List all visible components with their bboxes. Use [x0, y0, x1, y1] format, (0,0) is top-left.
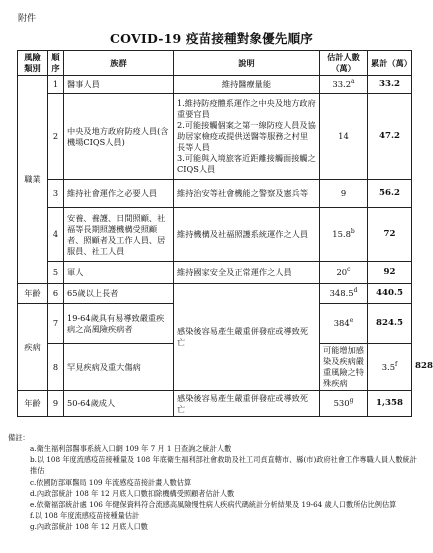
note-item: c.依國防部軍醫局 109 年流感疫苗接計畫人數估算 — [30, 477, 192, 487]
cumulative-cell: 1,358 — [368, 391, 412, 417]
note-item: a.衛生福利部醫事系統入口網 109 年 7 月 1 日查詢之統計人數 — [30, 444, 232, 454]
order-cell: 3 — [48, 180, 64, 208]
group-cell: 19-64歲具有易導致嚴重疾病之高風險疾病者 — [64, 304, 174, 344]
estimate-value: 15.8 — [332, 228, 351, 239]
group-cell: 維持社會運作之必要人員 — [64, 180, 174, 208]
footnote-marker: b — [350, 228, 355, 236]
footnote-marker: d — [353, 287, 358, 295]
annex-label: 附件 — [18, 14, 37, 24]
estimate-cell — [320, 391, 368, 417]
note-item: f.以 108 年度流感疫苗接種量估計 — [30, 511, 140, 521]
estimate-cell — [368, 344, 412, 391]
order-cell: 4 — [48, 208, 64, 262]
description-cell: 感染後容易產生嚴重併發症或導致死亡 — [174, 391, 320, 417]
note-item: b.以 108 年度流感疫苗接種量及 108 年底衛生福利部社會救助及社工司貞直轄市、縣(市)政府社會工作專職人員人數統計推估 — [30, 455, 417, 476]
cumulative-cell: 56.2 — [368, 180, 412, 208]
table-row — [18, 180, 412, 208]
header-order: 順序 — [48, 51, 64, 76]
note-item: e.依衛福部統計處 106 年健保資料符合流感高風險慢性病人疾病代碼統計分析結果及 19-64 歲人口數所佔比例估算 — [30, 499, 397, 509]
estimate-cell — [320, 208, 368, 262]
footnote-marker: c — [347, 266, 351, 274]
note-item: d.內政部統計 108 年 12 月底人口數扣除機構受照顧者估計人數 — [30, 488, 235, 498]
risk-category-cell: 職業 — [18, 76, 48, 284]
footnote-marker: a — [351, 78, 355, 86]
estimate-cell — [320, 304, 368, 344]
cumulative-cell: 92 — [368, 262, 412, 284]
group-cell: 罕見疾病及重大傷病 — [64, 344, 174, 391]
estimate-value: 348.5 — [329, 287, 354, 298]
cumulative-cell: 72 — [368, 208, 412, 262]
description-cell: 維持治安等社會機能之警察及憲兵等 — [174, 180, 320, 208]
table-header-row — [18, 51, 412, 76]
table-row — [18, 76, 412, 94]
estimate-value: 33.2 — [332, 78, 352, 89]
note-item: g.內政部統計 108 年 12 月底人口數 — [30, 522, 148, 532]
description-cell: 1.維持防疫體系運作之中央及地方政府重要官員 2.可能接觸個案之第一線防疫人員及協助居家檢疫或提供送醫等服務之村里長等人員 3.可能與入境旅客近距離接觸面接觸之CIQS人員 — [174, 94, 320, 180]
estimate-cell — [320, 262, 368, 284]
description-cell: 維持醫療量能 — [174, 76, 320, 94]
estimate-cell — [320, 76, 368, 94]
estimate-value: 384 — [333, 317, 350, 328]
estimate-value: 20 — [336, 266, 348, 277]
footnote-marker: g — [349, 397, 354, 405]
table-row — [18, 262, 412, 284]
priority-table — [17, 50, 433, 417]
table-row — [18, 284, 412, 304]
cumulative-cell: 47.2 — [368, 94, 412, 180]
estimate-cell: 9 — [320, 180, 368, 208]
group-cell: 中央及地方政府防疫人員(含機場CIQS人員) — [64, 94, 174, 180]
group-cell: 安養、養護、日間照顧、社福等長期照護機構受照顧者、照顧者及工作人員、居服員、社工人員 — [64, 208, 174, 262]
table-row — [18, 208, 412, 262]
order-cell: 8 — [48, 344, 64, 391]
header-estimate: 估計人數（萬） — [320, 51, 368, 76]
group-cell: 50-64歲成人 — [64, 391, 174, 417]
order-cell: 7 — [48, 304, 64, 344]
risk-category-cell: 疾病 — [18, 304, 48, 391]
footnote-marker: f — [395, 360, 398, 368]
cumulative-cell: 33.2 — [368, 76, 412, 94]
header-group: 族群 — [64, 51, 174, 76]
description-cell: 維持機構及社福照護系統運作之人員 — [174, 208, 320, 262]
notes-heading: 備註： — [8, 433, 30, 442]
document-title: COVID-19 疫苗接種對象優先順序 — [110, 31, 313, 46]
notes-section — [8, 432, 418, 532]
footnote-marker: e — [349, 317, 354, 325]
header-risk-category: 風險類別 — [18, 51, 48, 76]
table-row: 8 罕見疾病及重大傷病 可能增加感染及疾病嚴重風險之特殊疾病 3.5$^f$ 828 — [18, 344, 412, 391]
table-row — [18, 94, 412, 180]
order-cell: 2 — [48, 94, 64, 180]
estimate-value: 3.5 — [381, 361, 396, 372]
risk-category-cell: 年齡 — [18, 391, 48, 417]
group-cell: 軍人 — [64, 262, 174, 284]
header-description: 說明 — [174, 51, 320, 76]
cumulative-cell: 824.5 — [368, 304, 412, 344]
description-cell: 可能增加感染及疾病嚴重風險之特殊疾病 — [320, 344, 368, 391]
estimate-cell: 14 — [320, 94, 368, 180]
order-cell: 6 — [48, 284, 64, 304]
estimate-cell — [320, 284, 368, 304]
group-cell: 65歲以上長者 — [64, 284, 174, 304]
notes-list — [8, 443, 418, 532]
group-cell: 醫事人員 — [64, 76, 174, 94]
table-row — [18, 391, 412, 417]
order-cell: 9 — [48, 391, 64, 417]
cumulative-cell: 440.5 — [368, 284, 412, 304]
description-cell: 感染後容易產生嚴重併發症或導致死亡 — [174, 284, 320, 391]
risk-category-cell: 年齡 — [18, 284, 48, 304]
description-cell: 維持國家安全及正常運作之人員 — [174, 262, 320, 284]
order-cell: 1 — [48, 76, 64, 94]
estimate-value: 530 — [333, 398, 350, 409]
order-cell: 5 — [48, 262, 64, 284]
header-cumulative: 累計（萬） — [368, 51, 412, 76]
